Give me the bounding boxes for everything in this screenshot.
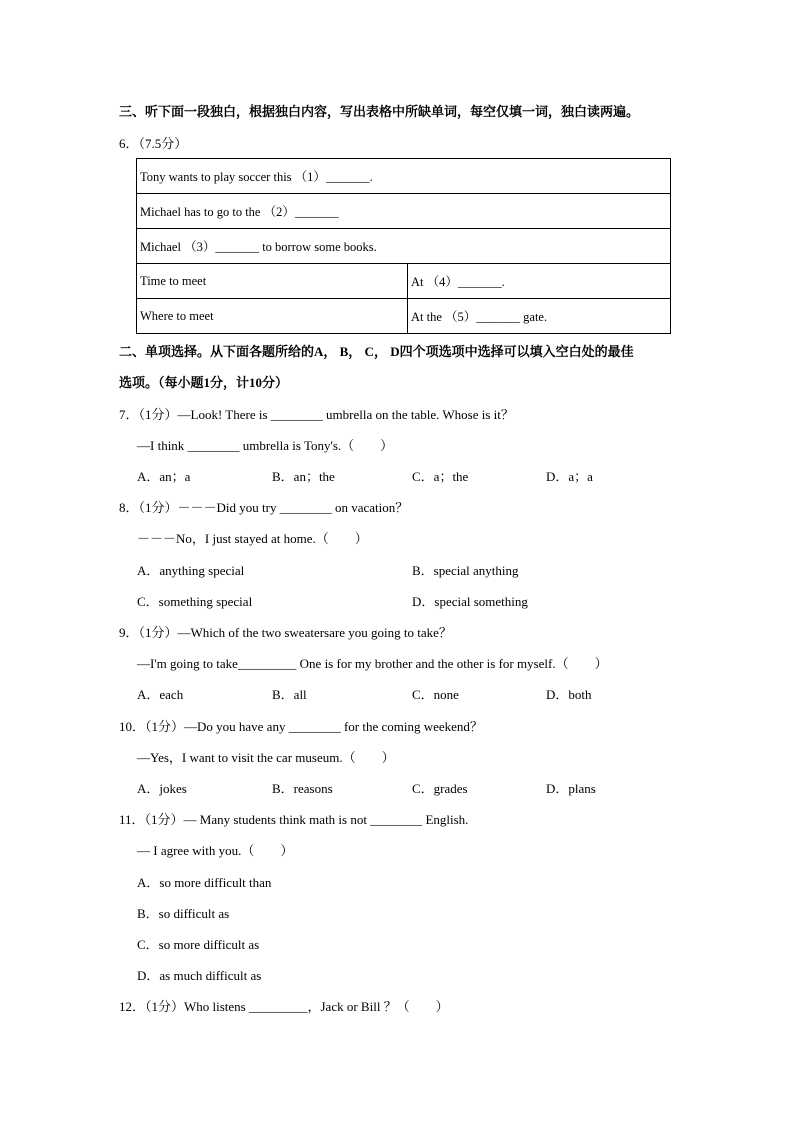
q10-option-d: D．plans [546, 781, 596, 796]
q8-option-c: C．something special [137, 594, 253, 609]
table-row [137, 299, 671, 334]
q8-option-b: B．special anything [412, 563, 519, 578]
q11-stem: 11．（1分）— Many students think math is not ________ English. [119, 812, 469, 827]
q8-reply: －－－No，I just stayed at home.（ ） [137, 531, 368, 546]
q11-option-c: C．so more difficult as [137, 937, 260, 952]
q9-reply: —I'm going to take_________ One is for my brother and the other is for myself.（ ） [137, 656, 608, 671]
q11-option-a: A．so more difficult than [137, 875, 272, 890]
table-cell: Michael has to go to the （2）_______ [137, 194, 671, 229]
table-cell: At the （5）_______ gate. [408, 299, 671, 334]
q9-stem: 9．（1分）—Which of the two sweatersare you going to take？ [119, 625, 452, 640]
table-cell: Michael （3）_______ to borrow some books. [137, 229, 671, 264]
listening-table [136, 158, 671, 334]
q9-option-c: C．none [412, 687, 459, 702]
section2-heading-line1: 二、单项选择。从下面各题所给的A， B， C， D四个项选项中选择可以填入空白处的最佳 [119, 344, 634, 359]
q9-option-b: B．all [272, 687, 307, 702]
q8-option-a: A．anything special [137, 563, 245, 578]
q7-option-d: D．a；a [546, 469, 593, 484]
section2-heading-line2: 选项。（每小题1分，计10分） [119, 375, 289, 390]
q9-option-a: A．each [137, 687, 184, 702]
q10-option-c: C．grades [412, 781, 468, 796]
q7-option-a: A．an；a [137, 469, 191, 484]
q11-reply: — I agree with you.（ ） [137, 843, 294, 858]
table-cell: Where to meet [137, 299, 408, 334]
table-row [137, 229, 671, 264]
q6-label: 6．（7.5分） [119, 136, 188, 151]
q7-option-b: B．an；the [272, 469, 335, 484]
q11-option-d: D．as much difficult as [137, 968, 262, 983]
table-row [137, 194, 671, 229]
q11-option-b: B．so difficult as [137, 906, 230, 921]
q7-option-c: C．a；the [412, 469, 469, 484]
q10-stem: 10．（1分）—Do you have any ________ for the coming weekend？ [119, 719, 483, 734]
table-row [137, 264, 671, 299]
q8-stem: 8．（1分）－－－Did you try ________ on vacation？ [119, 500, 409, 515]
table-cell: At （4）_______. [408, 264, 671, 299]
q10-option-b: B．reasons [272, 781, 333, 796]
q8-option-d: D．special something [412, 594, 528, 609]
q9-option-d: D．both [546, 687, 592, 702]
table-cell: Time to meet [137, 264, 408, 299]
q12-stem: 12．（1分）Who listens _________，Jack or Bill ？（ ） [119, 999, 449, 1014]
q10-option-a: A．jokes [137, 781, 187, 796]
table-cell: Tony wants to play soccer this （1）_______. [137, 159, 671, 194]
table-row [137, 159, 671, 194]
q10-reply: —Yes，I want to visit the car museum.（ ） [137, 750, 395, 765]
q7-reply: —I think ________ umbrella is Tony's.（ ） [137, 438, 394, 453]
q7-stem: 7．（1分）—Look! There is ________ umbrella on the table. Whose is it？ [119, 407, 514, 422]
section3-heading: 三、听下面一段独白，根据独白内容，写出表格中所缺单词，每空仅填一词，独白读两遍。 [119, 104, 640, 119]
